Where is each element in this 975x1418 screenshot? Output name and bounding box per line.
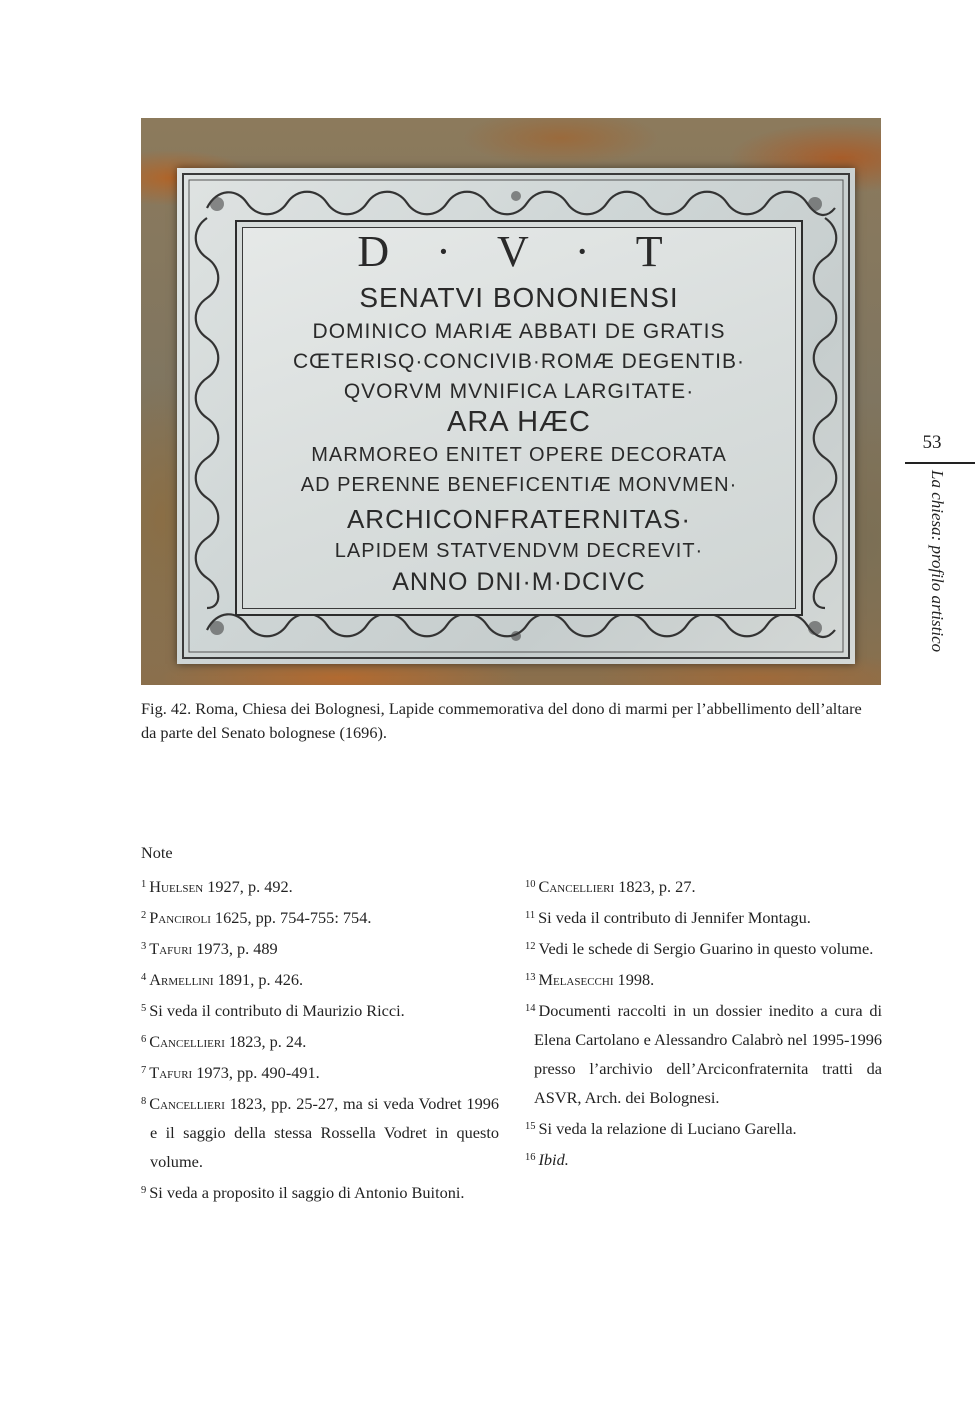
footnote-text: 1927, p. 492.	[203, 877, 293, 896]
footnote-number: 9	[141, 1185, 147, 1196]
footnote-number: 7	[141, 1065, 147, 1076]
notes-heading: Note	[141, 843, 173, 862]
footnote-number: 6	[141, 1034, 147, 1045]
footnote-author: Melasecchi	[538, 970, 614, 989]
footnote	[141, 994, 499, 1025]
footnote-text: 1823, p. 27.	[614, 877, 696, 896]
footnote	[525, 901, 882, 932]
footnote-author: Panciroli	[149, 908, 211, 927]
footnote	[525, 870, 882, 901]
footnote-author: Armellini	[149, 970, 214, 989]
footnote	[141, 932, 499, 963]
footnote-text: 1625, pp. 754-755: 754.	[210, 908, 372, 927]
inscription-line: AD PERENNE BENEFICENTIÆ MONVMEN·	[300, 474, 738, 496]
footnote-text: Documenti raccolti in un dossier inedito a cura di Elena Cartolano e Alessandro Calabrò nel 1995-1996 presso l’archivio dell’Arciconfraternita tratti da ASVR, Arch. dei Bolognesi.	[534, 1001, 882, 1107]
footnote	[525, 1143, 882, 1174]
inscription-text	[237, 222, 801, 614]
footnote	[141, 870, 499, 901]
footnote-author: Tafuri	[149, 1063, 193, 1082]
footnote-number: 5	[141, 1003, 147, 1014]
inscription-line: LAPIDEM STATVENDVM DECREVIT·	[334, 540, 704, 562]
footnote-text: Si veda il contributo di Jennifer Montagu.	[538, 908, 811, 927]
footnote-text: 1823, pp. 25-27, ma si veda Vodret 1996 e il saggio della stessa Rossella Vodret in questo volume.	[150, 1094, 499, 1171]
footnote-text: 1973, p. 489	[192, 939, 278, 958]
footnote-author: Cancellieri	[538, 877, 615, 896]
footnote-author: Cancellieri	[149, 1094, 225, 1113]
footnote-text: 1891, p. 426.	[213, 970, 304, 989]
footnote	[525, 1112, 882, 1143]
inscription-line: ARCHICONFRATERNITAS·	[346, 504, 692, 534]
footnote-text: 1973, pp. 490-491.	[192, 1063, 320, 1082]
footnote	[525, 994, 882, 1112]
inscription-line: D · V · T	[357, 227, 681, 276]
footnote-text: Ibid.	[538, 1150, 569, 1169]
footnote-text: Si veda la relazione di Luciano Garella.	[538, 1119, 797, 1138]
footnote	[141, 901, 499, 932]
footnote-number: 13	[525, 972, 536, 983]
inscription-line: SENATVI BONONIENSI	[359, 282, 679, 313]
running-head-title: La chiesa: profilo artistico	[928, 470, 947, 653]
footnote	[525, 932, 882, 963]
footnote	[141, 1025, 499, 1056]
notes-column-right	[525, 870, 882, 1174]
footnote-number: 10	[525, 879, 536, 890]
footnote-text: Si veda il contributo di Maurizio Ricci.	[149, 1001, 405, 1020]
footnote	[525, 963, 882, 994]
inscription-panel	[235, 220, 803, 616]
footnote-text: Si veda a proposito il saggio di Antonio Buitoni.	[149, 1183, 465, 1202]
footnote-number: 2	[141, 910, 147, 921]
footnote	[141, 1056, 499, 1087]
page-number: 53	[922, 432, 942, 453]
footnote-number: 3	[141, 941, 147, 952]
footnote	[141, 1087, 499, 1176]
footnote-number: 14	[525, 1003, 536, 1014]
footnote-number: 8	[141, 1096, 147, 1107]
footnote-number: 12	[525, 941, 536, 952]
notes-column-left	[141, 870, 499, 1207]
footnote-author: Huelsen	[149, 877, 204, 896]
footnote-number: 4	[141, 972, 147, 983]
footnote-number: 15	[525, 1121, 536, 1132]
footnote-text: 1823, p. 24.	[224, 1032, 307, 1051]
footnote-text: 1998.	[613, 970, 655, 989]
inscription-line: ARA HÆC	[447, 406, 591, 438]
inscription-line: QVORVM MVNIFICA LARGITATE·	[343, 380, 695, 403]
footnote-number: 1	[141, 879, 147, 890]
marble-slab	[177, 168, 855, 664]
footnote-text: Vedi le schede di Sergio Guarino in questo volume.	[538, 939, 874, 958]
running-head-rule	[905, 462, 975, 464]
footnote-number: 16	[525, 1152, 536, 1163]
inscription-line: DOMINICO MARIÆ ABBATI DE GRATIS	[312, 320, 726, 343]
figure-caption: Fig. 42. Roma, Chiesa dei Bolognesi, Lapide commemorativa del dono di marmi per l’abbellimento dell’altare da parte del Senato bolognese (1696).	[141, 699, 862, 742]
footnote-author: Tafuri	[149, 939, 193, 958]
footnote	[141, 1176, 499, 1207]
footnote	[141, 963, 499, 994]
inscription-line: CŒTERISQ·CONCIVIB·ROMÆ DEGENTIB·	[292, 350, 745, 373]
footnote-number: 11	[525, 910, 536, 921]
plaque-photo	[141, 118, 881, 685]
inscription-line: ANNO DNI·M·DCIVC	[392, 568, 646, 596]
footnote-author: Cancellieri	[149, 1032, 225, 1051]
inscription-line: MARMOREO ENITET OPERE DECORATA	[311, 444, 727, 466]
